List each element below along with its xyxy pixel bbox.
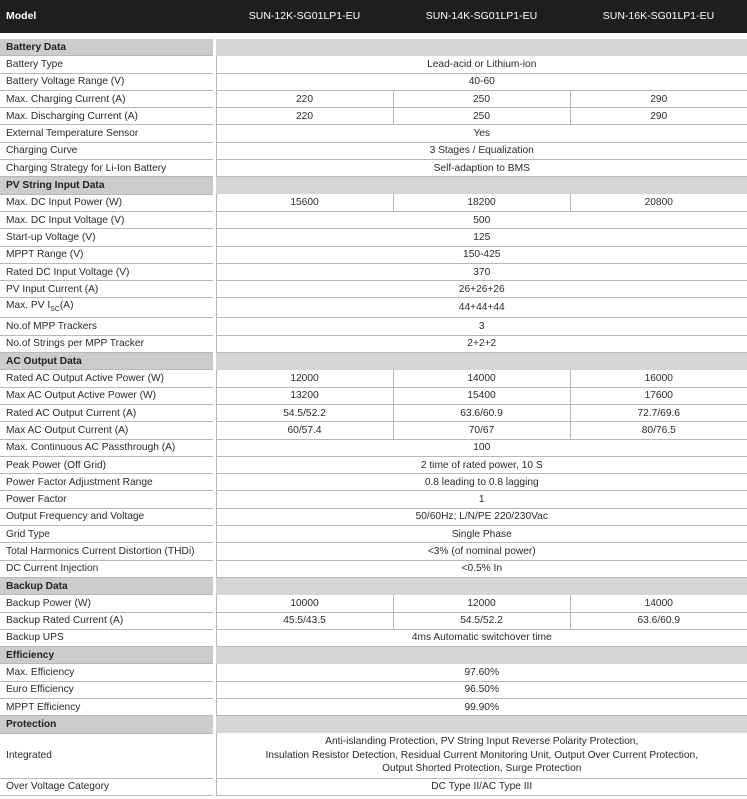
spec-row xyxy=(0,108,747,125)
spec-label: DC Current Injection xyxy=(0,560,213,577)
spec-value-model-3: 72.7/69.6 xyxy=(570,404,747,421)
spec-value-shared: 2+2+2 xyxy=(216,335,747,352)
spec-value-shared: Yes xyxy=(216,125,747,142)
spec-value-model-1: 13200 xyxy=(216,387,393,404)
section-title: Battery Data xyxy=(0,39,213,56)
spec-label: Max. Charging Current (A) xyxy=(0,90,213,107)
section-header xyxy=(0,39,747,56)
spec-label: MPPT Efficiency xyxy=(0,699,213,716)
spec-value-shared: 96.50% xyxy=(216,681,747,698)
spec-value-model-1: 15600 xyxy=(216,194,393,211)
model-name-1: SUN-12K-SG01LP1-EU xyxy=(216,0,393,33)
spec-row xyxy=(0,211,747,228)
spec-label: Euro Efficiency xyxy=(0,681,213,698)
spec-value-model-2: 54.5/52.2 xyxy=(393,612,570,629)
spec-label: Backup Rated Current (A) xyxy=(0,612,213,629)
spec-value-model-3: 16000 xyxy=(570,370,747,387)
section-header xyxy=(0,647,747,664)
spec-value-shared: 370 xyxy=(216,263,747,280)
spec-row xyxy=(0,422,747,439)
spec-label: PV Input Current (A) xyxy=(0,281,213,298)
spec-row xyxy=(0,125,747,142)
spec-row xyxy=(0,281,747,298)
spec-label: Max AC Output Current (A) xyxy=(0,422,213,439)
spec-label: Rated AC Output Current (A) xyxy=(0,404,213,421)
spec-label: Output Frequency and Voltage xyxy=(0,508,213,525)
section-header xyxy=(0,353,747,370)
spec-value-shared: 2 time of rated power, 10 S xyxy=(216,456,747,473)
spec-row xyxy=(0,526,747,543)
spec-row xyxy=(0,298,747,318)
spec-label: Integrated xyxy=(0,733,213,778)
spec-label: Charging Curve xyxy=(0,142,213,159)
spec-row xyxy=(0,142,747,159)
spec-value-shared: DC Type II/AC Type III xyxy=(216,778,747,795)
spec-value-model-1: 10000 xyxy=(216,595,393,612)
spec-row xyxy=(0,543,747,560)
spec-value-shared: 50/60Hz; L/N/PE 220/230Vac xyxy=(216,508,747,525)
spec-label: Max. Efficiency xyxy=(0,664,213,681)
model-name-2: SUN-14K-SG01LP1-EU xyxy=(393,0,570,33)
spec-label: Charging Strategy for Li-Ion Battery xyxy=(0,160,213,177)
section-title: PV String Input Data xyxy=(0,177,213,194)
model-name-3: SUN-16K-SG01LP1-EU xyxy=(570,0,747,33)
spec-row xyxy=(0,681,747,698)
spec-value-shared: 0.8 leading to 0.8 lagging xyxy=(216,474,747,491)
spec-value-shared: Self-adaption to BMS xyxy=(216,160,747,177)
spec-row xyxy=(0,508,747,525)
spec-value-model-1: 220 xyxy=(216,108,393,125)
spec-value-shared: 125 xyxy=(216,229,747,246)
spec-row xyxy=(0,612,747,629)
spec-value-model-3: 14000 xyxy=(570,595,747,612)
spec-value-model-3: 17600 xyxy=(570,387,747,404)
spec-row xyxy=(0,699,747,716)
spec-value-model-3: 20800 xyxy=(570,194,747,211)
spec-label: Rated AC Output Active Power (W) xyxy=(0,370,213,387)
spec-label: Battery Type xyxy=(0,56,213,73)
section-title: Efficiency xyxy=(0,647,213,664)
spec-value-shared: 150-425 xyxy=(216,246,747,263)
spec-label: Max. PV $I_{SC}(A)$ xyxy=(0,298,213,318)
spec-row xyxy=(0,387,747,404)
spec-value-shared: 40-60 xyxy=(216,73,747,90)
spec-value-shared: 1 xyxy=(216,491,747,508)
spec-row xyxy=(0,229,747,246)
spec-value-model-2: 250 xyxy=(393,108,570,125)
spec-row xyxy=(0,664,747,681)
spec-label: Backup Power (W) xyxy=(0,595,213,612)
spec-label: Over Voltage Category xyxy=(0,778,213,795)
spec-value-model-2: 15400 xyxy=(393,387,570,404)
spec-row xyxy=(0,56,747,73)
spec-row xyxy=(0,474,747,491)
spec-value-shared: <0.5% In xyxy=(216,560,747,577)
spec-row xyxy=(0,335,747,352)
section-header xyxy=(0,177,747,194)
spec-label: Max. DC Input Power (W) xyxy=(0,194,213,211)
spec-label: Backup UPS xyxy=(0,629,213,646)
spec-value-model-3: 290 xyxy=(570,90,747,107)
spec-row xyxy=(0,404,747,421)
spec-row xyxy=(0,456,747,473)
spec-value-shared: <3% (of nominal power) xyxy=(216,543,747,560)
spec-row xyxy=(0,595,747,612)
spec-value-model-2: 70/67 xyxy=(393,422,570,439)
spec-row xyxy=(0,73,747,90)
spec-value-shared: 3 xyxy=(216,318,747,335)
spec-label: Rated DC Input Voltage (V) xyxy=(0,263,213,280)
spec-value-model-2: 12000 xyxy=(393,595,570,612)
spec-value-shared: Single Phase xyxy=(216,526,747,543)
spec-value-shared: 26+26+26 xyxy=(216,281,747,298)
section-title: AC Output Data xyxy=(0,353,213,370)
spec-label: External Temperature Sensor xyxy=(0,125,213,142)
spec-label: Grid Type xyxy=(0,526,213,543)
spec-value-model-2: 250 xyxy=(393,90,570,107)
spec-label: Power Factor Adjustment Range xyxy=(0,474,213,491)
spec-label: No.of MPP Trackers xyxy=(0,318,213,335)
spec-row xyxy=(0,318,747,335)
spec-row xyxy=(0,778,747,795)
spec-value-model-1: 54.5/52.2 xyxy=(216,404,393,421)
spec-label: Battery Voltage Range (V) xyxy=(0,73,213,90)
spec-value-model-1: 220 xyxy=(216,90,393,107)
spec-label: Total Harmonics Current Distortion (THDi) xyxy=(0,543,213,560)
spec-value-model-1: 60/57.4 xyxy=(216,422,393,439)
spec-value-shared: 500 xyxy=(216,211,747,228)
section-title: Protection xyxy=(0,716,213,733)
spec-value-model-2: 18200 xyxy=(393,194,570,211)
spec-value-model-3: 63.6/60.9 xyxy=(570,612,747,629)
spec-label: Max. Continuous AC Passthrough (A) xyxy=(0,439,213,456)
spec-label: Peak Power (Off Grid) xyxy=(0,456,213,473)
spec-value-model-3: 80/76.5 xyxy=(570,422,747,439)
spec-row xyxy=(0,246,747,263)
spec-value-shared: Lead-acid or Lithium-ion xyxy=(216,56,747,73)
spec-row xyxy=(0,491,747,508)
spec-value-model-1: 12000 xyxy=(216,370,393,387)
header-row xyxy=(0,0,747,33)
spec-row xyxy=(0,160,747,177)
spec-label: MPPT Range (V) xyxy=(0,246,213,263)
section-title: Backup Data xyxy=(0,577,213,594)
spec-row xyxy=(0,629,747,646)
spec-row xyxy=(0,90,747,107)
spec-value-shared: Anti-islanding Protection, PV String Input Reverse Polarity Protection, Insulation Resistor Detection, Residual Current Monitoring Unit, Output Over Current Protection, Output Shorted Protection, Surge Protection xyxy=(216,733,747,778)
spec-value-shared: 4ms Automatic switchover time xyxy=(216,629,747,646)
spec-value-shared: 99.90% xyxy=(216,699,747,716)
spec-value-model-1: 45.5/43.5 xyxy=(216,612,393,629)
spec-label: Max. DC Input Voltage (V) xyxy=(0,211,213,228)
spec-value-shared: 100 xyxy=(216,439,747,456)
spec-label: Power Factor xyxy=(0,491,213,508)
spec-value-shared: 3 Stages / Equalization xyxy=(216,142,747,159)
spec-row xyxy=(0,370,747,387)
spec-label: Max AC Output Active Power (W) xyxy=(0,387,213,404)
model-header: Model xyxy=(0,0,213,33)
spec-label: No.of Strings per MPP Tracker xyxy=(0,335,213,352)
section-header xyxy=(0,716,747,733)
spec-value-model-2: 14000 xyxy=(393,370,570,387)
spec-row xyxy=(0,439,747,456)
spec-value-model-3: 290 xyxy=(570,108,747,125)
spec-label: Max. Discharging Current (A) xyxy=(0,108,213,125)
spec-row xyxy=(0,560,747,577)
spec-label: Start-up Voltage (V) xyxy=(0,229,213,246)
spec-row xyxy=(0,194,747,211)
spec-row xyxy=(0,263,747,280)
spec-row xyxy=(0,733,747,778)
section-header xyxy=(0,577,747,594)
spec-value-shared: 44+44+44 xyxy=(216,298,747,318)
spec-value-model-2: 63.6/60.9 xyxy=(393,404,570,421)
spec-value-shared: 97.60% xyxy=(216,664,747,681)
